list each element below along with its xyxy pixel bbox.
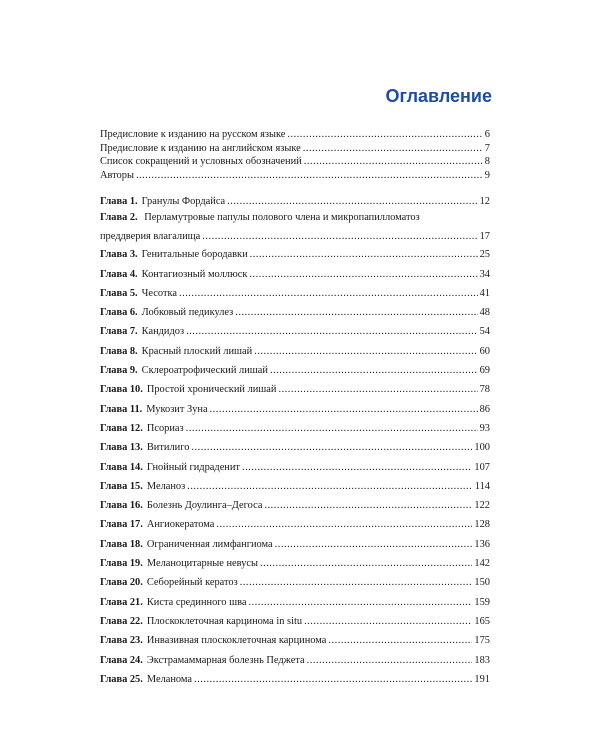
dot-leader	[260, 554, 472, 573]
chapter-page: 34	[479, 268, 490, 280]
chapter-page: 142	[474, 558, 490, 570]
chapter-entry[interactable]	[100, 303, 490, 322]
chapter-title: Болезнь Доулинга–Дегоса	[146, 500, 263, 512]
chapter-page: 25	[479, 249, 490, 261]
chapter-title-continued: преддверия влагалища	[100, 230, 201, 242]
dot-leader	[249, 265, 477, 284]
chapter-number: Глава 10.	[100, 384, 143, 396]
chapter-number: Глава 17.	[100, 519, 143, 531]
chapter-number: Глава 6.	[100, 307, 138, 319]
chapter-page: 136	[474, 538, 490, 550]
dot-leader	[136, 169, 483, 183]
chapter-page: 17	[479, 230, 490, 242]
chapter-page: 183	[474, 654, 490, 666]
chapter-page: 86	[479, 403, 490, 415]
chapter-page: 191	[474, 673, 490, 685]
dot-leader	[303, 142, 483, 156]
toc-entry[interactable]	[100, 169, 490, 183]
chapter-number: Глава 2.	[100, 212, 138, 224]
chapter-title: Красный плоский лишай	[141, 345, 253, 357]
chapter-entry[interactable]	[100, 265, 490, 284]
chapter-entry[interactable]	[100, 245, 490, 264]
chapter-title: Перламутровые папулы полового члена и микропапилломатоз	[144, 212, 420, 224]
chapter-entry[interactable]	[100, 496, 490, 515]
chapter-number: Глава 21.	[100, 596, 143, 608]
dot-leader	[264, 496, 472, 515]
chapter-number: Глава 18.	[100, 538, 143, 550]
dot-leader	[270, 361, 478, 380]
dot-leader	[248, 593, 472, 612]
chapter-title: Генитальные бородавки	[141, 249, 248, 261]
toc-entry-title: Предисловие к изданию на английском языке	[100, 142, 301, 154]
toc-entry[interactable]	[100, 142, 490, 156]
chapter-page: 100	[474, 442, 490, 454]
dot-leader	[187, 477, 473, 496]
dot-leader	[254, 342, 477, 361]
chapter-entry[interactable]	[100, 284, 490, 303]
chapter-title: Меланома	[146, 673, 193, 685]
chapter-entry[interactable]	[100, 631, 490, 650]
chapter-page: 107	[474, 461, 490, 473]
chapter-entry[interactable]	[100, 593, 490, 612]
table-of-contents	[100, 128, 490, 689]
dot-leader	[194, 670, 472, 689]
dot-leader	[191, 438, 472, 457]
toc-entry[interactable]	[100, 128, 490, 142]
chapter-entry[interactable]	[100, 535, 490, 554]
toc-entry-page: 6	[484, 129, 490, 140]
chapter-number: Глава 5.	[100, 287, 138, 299]
dot-leader	[304, 155, 483, 169]
dot-leader	[287, 128, 482, 142]
chapter-number: Глава 19.	[100, 558, 143, 570]
toc-entry-page: 9	[484, 169, 490, 181]
chapter-entry[interactable]	[100, 380, 490, 399]
toc-entry[interactable]	[100, 155, 490, 169]
chapter-title: Лобковый педикулез	[141, 307, 234, 319]
chapter-entry[interactable]	[100, 419, 490, 438]
toc-entry-title: Авторы	[100, 169, 134, 181]
chapter-page: 150	[474, 577, 490, 589]
chapter-page: 128	[474, 519, 490, 531]
chapter-page: 78	[479, 384, 490, 396]
chapter-page: 114	[474, 480, 490, 492]
chapter-page: 165	[474, 615, 490, 627]
dot-leader	[278, 380, 477, 399]
chapter-title: Гнойный гидраденит	[146, 461, 240, 473]
chapter-title: Меланоз	[146, 480, 186, 492]
chapter-entry[interactable]	[100, 192, 490, 211]
dot-leader	[242, 458, 472, 477]
chapter-title: Витилиго	[146, 442, 190, 454]
dot-leader	[275, 535, 473, 554]
chapter-title: Плоскоклеточная карцинома in situ	[146, 615, 303, 627]
chapter-entry[interactable]	[100, 477, 490, 496]
dot-leader	[307, 651, 473, 670]
dot-leader	[210, 400, 478, 419]
chapter-title: Меланоцитарные невусы	[146, 558, 258, 570]
chapter-title: Ограниченная лимфангиома	[146, 538, 273, 550]
chapter-entry[interactable]	[100, 361, 490, 380]
toc-entry-page: 7	[484, 142, 490, 154]
chapter-number: Глава 7.	[100, 326, 138, 338]
chapter-page: 69	[479, 365, 490, 377]
chapter-page: 122	[474, 500, 490, 512]
chapter-entry[interactable]	[100, 612, 490, 631]
dot-leader	[216, 515, 472, 534]
chapter-page: 93	[479, 422, 490, 434]
dot-leader	[328, 631, 472, 650]
chapter-page: 175	[474, 635, 490, 647]
dot-leader	[186, 419, 478, 438]
chapter-number: Глава 15.	[100, 480, 143, 492]
chapter-number: Глава 14.	[100, 461, 143, 473]
chapter-number: Глава 13.	[100, 442, 143, 454]
chapter-page: 41	[479, 287, 490, 299]
chapter-number: Глава 16.	[100, 500, 143, 512]
chapter-title: Гранулы Фордайса	[141, 196, 226, 207]
chapter-entry[interactable]	[100, 342, 490, 361]
dot-leader	[250, 245, 478, 264]
chapter-entry[interactable]	[100, 651, 490, 670]
chapter-page: 48	[479, 307, 490, 319]
chapter-entry[interactable]	[100, 400, 490, 419]
chapter-title: Кандидоз	[141, 326, 185, 338]
front-matter-list	[100, 128, 490, 182]
chapter-number: Глава 9.	[100, 365, 138, 377]
chapter-number: Глава 1.	[100, 196, 138, 207]
chapter-title: Простой хронический лишай	[146, 384, 277, 396]
toc-entry-title: Список сокращений и условных обозначений	[100, 156, 302, 167]
chapter-number: Глава 23.	[100, 635, 143, 647]
chapter-page: 54	[479, 326, 490, 338]
chapter-number: Глава 12.	[100, 422, 143, 434]
chapter-number: Глава 3.	[100, 249, 138, 261]
chapter-number: Глава 8.	[100, 345, 138, 357]
chapter-number: Глава 25.	[100, 673, 143, 685]
dot-leader	[235, 303, 477, 322]
chapter-entry[interactable]	[100, 573, 490, 592]
chapter-number: Глава 24.	[100, 654, 143, 666]
chapter-number: Глава 22.	[100, 615, 143, 627]
dot-leader	[304, 612, 472, 631]
chapter-entry[interactable]	[100, 322, 490, 341]
toc-entry-page: 8	[484, 156, 490, 167]
chapter-number: Глава 11.	[100, 403, 143, 415]
chapter-list	[100, 192, 490, 689]
chapter-entry[interactable]	[100, 554, 490, 573]
chapter-title: Псориаз	[146, 422, 184, 434]
chapter-entry[interactable]	[100, 670, 490, 689]
dot-leader	[179, 284, 478, 303]
chapter-page: 60	[479, 345, 490, 357]
chapter-title: Себорейный кератоз	[146, 577, 238, 589]
chapter-page: 12	[479, 196, 490, 207]
chapter-entry[interactable]	[100, 458, 490, 477]
chapter-title: Инвазивная плоскоклеточная карцинома	[146, 635, 327, 647]
chapter-title: Экстрамаммарная болезнь Педжета	[146, 654, 305, 666]
chapter-number: Глава 4.	[100, 268, 138, 280]
dot-leader	[227, 192, 477, 211]
chapter-title: Контагиозный моллюск	[141, 268, 248, 280]
chapter-title: Киста срединного шва	[146, 596, 247, 608]
dot-leader	[186, 322, 478, 341]
chapter-entry[interactable]	[100, 211, 490, 245]
dot-leader	[240, 573, 473, 592]
chapter-entry[interactable]	[100, 515, 490, 534]
chapter-number: Глава 20.	[100, 577, 143, 589]
toc-entry-title: Предисловие к изданию на русском языке	[100, 129, 286, 140]
page-title: Оглавление	[385, 86, 492, 106]
chapter-title: Склероатрофический лишай	[141, 365, 268, 377]
chapter-title: Чесотка	[141, 287, 178, 299]
dot-leader	[202, 230, 477, 244]
chapter-entry[interactable]	[100, 438, 490, 457]
chapter-page: 159	[474, 596, 490, 608]
chapter-title: Ангиокератома	[146, 519, 215, 531]
chapter-title: Мукозит Зуна	[146, 403, 208, 415]
